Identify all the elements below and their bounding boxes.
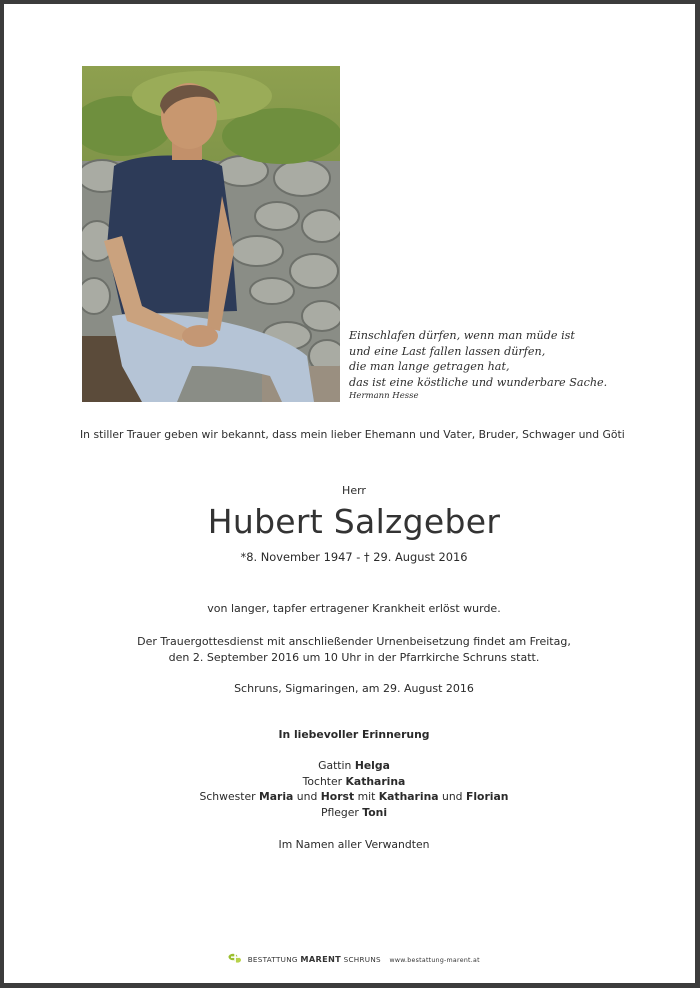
- poem-line: und eine Last fallen lassen dürfen,: [349, 344, 546, 358]
- footer-town: SCHRUNS: [343, 955, 381, 964]
- conjunction: mit: [357, 790, 376, 804]
- conjunction: und: [296, 790, 318, 804]
- service-line: Der Trauergottesdienst mit anschließender Urnenbeisetzung findet am Freitag,: [137, 635, 571, 648]
- memory-heading: In liebevoller Erinnerung: [278, 728, 430, 741]
- relative-name: Katharina: [378, 790, 439, 804]
- place-date: Schruns, Sigmaringen, am 29. August 2016: [234, 682, 474, 695]
- relation-label: Gattin: [318, 759, 352, 772]
- poem-line: Einschlafen dürfen, wenn man müde ist: [349, 329, 575, 342]
- relation-label: Schwester: [199, 790, 256, 804]
- relation-label: Pfleger: [320, 805, 359, 819]
- family-list: [4, 758, 700, 820]
- family-row-sister: [4, 789, 700, 805]
- funeral-service-info: [4, 634, 700, 666]
- relation-label: Tochter: [302, 774, 343, 788]
- footer-prefix: BESTATTUNG: [247, 955, 298, 964]
- closing-line: Im Namen aller Verwandten: [278, 838, 430, 851]
- poem-author: Hermann Hesse: [349, 391, 419, 402]
- footer-url: www.bestattung-marent.at: [389, 957, 480, 964]
- relative-name: Katharina: [345, 774, 406, 788]
- family-row-wife: [4, 758, 700, 774]
- footer-brand: MARENT: [300, 954, 342, 964]
- funeral-home-footer: [4, 952, 700, 968]
- family-row-daughter: [4, 774, 700, 790]
- relative-name: Toni: [362, 805, 388, 819]
- cross-leaf-icon: [228, 952, 242, 968]
- relative-name: Maria: [258, 790, 294, 804]
- family-row-carer: [4, 805, 700, 821]
- announcement-intro: In stiller Trauer geben wir bekannt, dass mein lieber Ehemann und Vater, Bruder, Schwager und Göti: [80, 428, 625, 441]
- poem-line: das ist eine köstliche und wunderbare Sache.: [349, 375, 608, 389]
- conjunction: und: [442, 790, 463, 804]
- deceased-name: Hubert Salzgeber: [207, 502, 501, 541]
- life-dates: *8. November 1947 - † 29. August 2016: [240, 550, 468, 564]
- portrait-photo: [82, 66, 340, 402]
- relative-name: Horst: [320, 790, 355, 804]
- poem-quote: [349, 328, 679, 403]
- service-line: den 2. September 2016 um 10 Uhr in der Pfarrkirche Schruns statt.: [168, 651, 540, 664]
- poem-line: die man lange getragen hat,: [349, 360, 510, 374]
- relative-name: Helga: [354, 759, 390, 772]
- salutation: Herr: [342, 484, 366, 497]
- illness-line: von langer, tapfer ertragener Krankheit erlöst wurde.: [207, 602, 501, 615]
- relative-name: Florian: [465, 790, 509, 804]
